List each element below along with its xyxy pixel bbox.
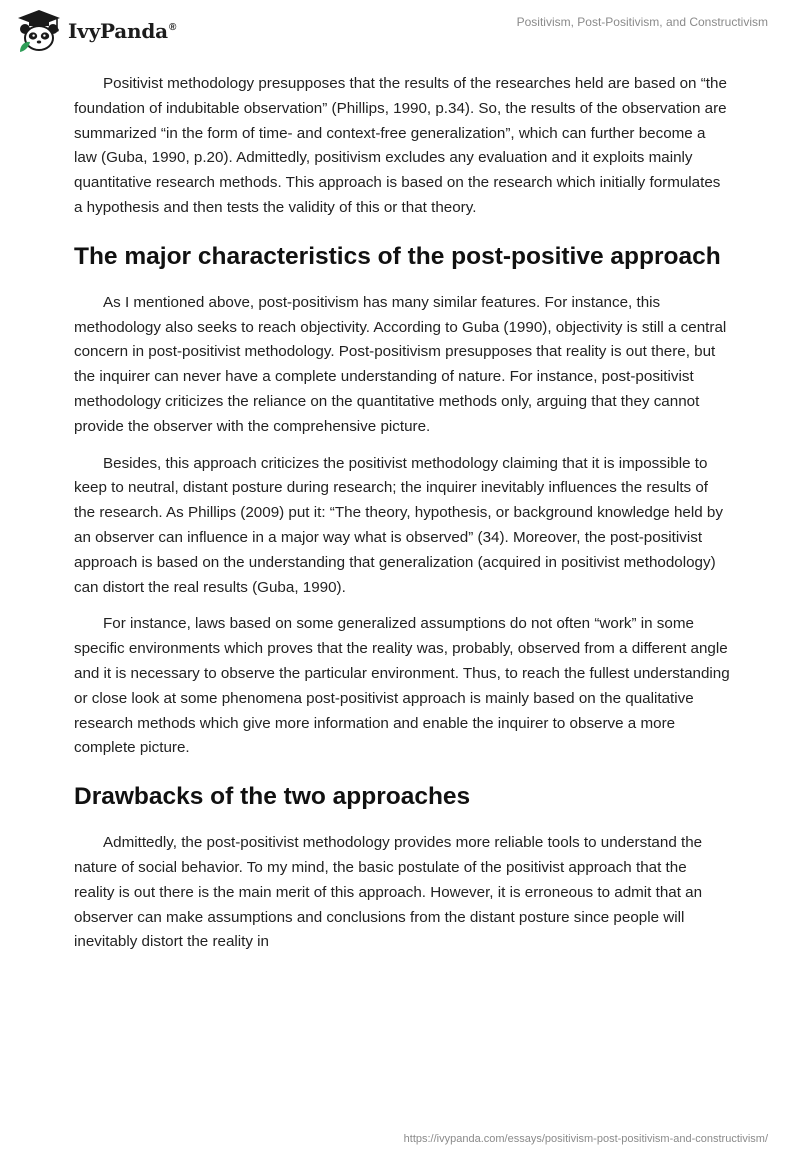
intro-paragraph: Positivist methodology presupposes that the results of the researches held are based on “the foundation of indubitable observation” (Phillips, 1990, p.34). So, the results of the observation are summarized “in the form of time- and context-free generalization”, which can further become a law (Guba, 1990, p.20). Admittedly, positivism excludes any evaluation and it exploits mainly quantitative research methods. This approach is based on the research which initially formulates a hypothesis and then tests the validity of this or that theory. [74,75,727,216]
ivypanda-logo[interactable] [14,8,176,54]
source-url[interactable]: https://ivypanda.com/essays/positivism-post-positivism-and-constructivism/ [403,1133,768,1145]
panda-graduate-icon [14,8,64,54]
essay-content [74,72,730,967]
paragraph: As I mentioned above, post-positivism has many similar features. For instance, this methodology also seeks to reach objectivity. According to Guba (1990), objectivity is still a central concern in post-positivist methodology. Post-positivism presupposes that reality is out there, but the inquirer can never have a complete understanding of nature. For instance, post-positivist methodology criticizes the reliance on the quantitative methods only, arguing that they cannot provide the observer with the comprehensive picture. [74,293,727,435]
brand-label: IvyPanda [68,19,168,43]
page-header [0,0,800,64]
document-title: Positivism, Post-Positivism, and Constructivism [516,15,768,29]
paragraph: Admittedly, the post-positivist methodology provides more reliable tools to understand the nature of social behavior. To my mind, the basic postulate of the positivist approach that the reality is out there is the main merit of this approach. However, it is erroneous to admit that an observer can make assumptions and conclusions from the distant posture since people will inevitably distort the reality in [74,834,703,951]
brand-name [68,19,176,43]
paragraph: Besides, this approach criticizes the positivist methodology claiming that it is impossible to keep to neutral, distant posture during research; the inquirer inevitably influences the results of the research. As Phillips (2009) put it: “The theory, hypothesis, or background knowledge held by an observer can influence in a major way what is observed” (34). Moreover, the post-positivist approach is based on the understanding that generalization (acquired in positivist methodology) can distort the real results (Guba, 1990). [74,454,723,596]
paragraph: For instance, laws based on some generalized assumptions do not often “work” in some specific environments which proves that the reality was, probably, observed from a different angle and it is necessary to observe the particular environment. Thus, to reach the fullest understanding or close look at some phenomena post-positivist approach is mainly based on the qualitative research methods which give more information and enable the inquirer to observe a more complete picture. [74,615,730,757]
section-heading-post-positive: The major characteristics of the post-positive approach [74,242,721,270]
section-heading-drawbacks: Drawbacks of the two approaches [74,783,471,811]
registered-mark: ® [168,22,177,34]
